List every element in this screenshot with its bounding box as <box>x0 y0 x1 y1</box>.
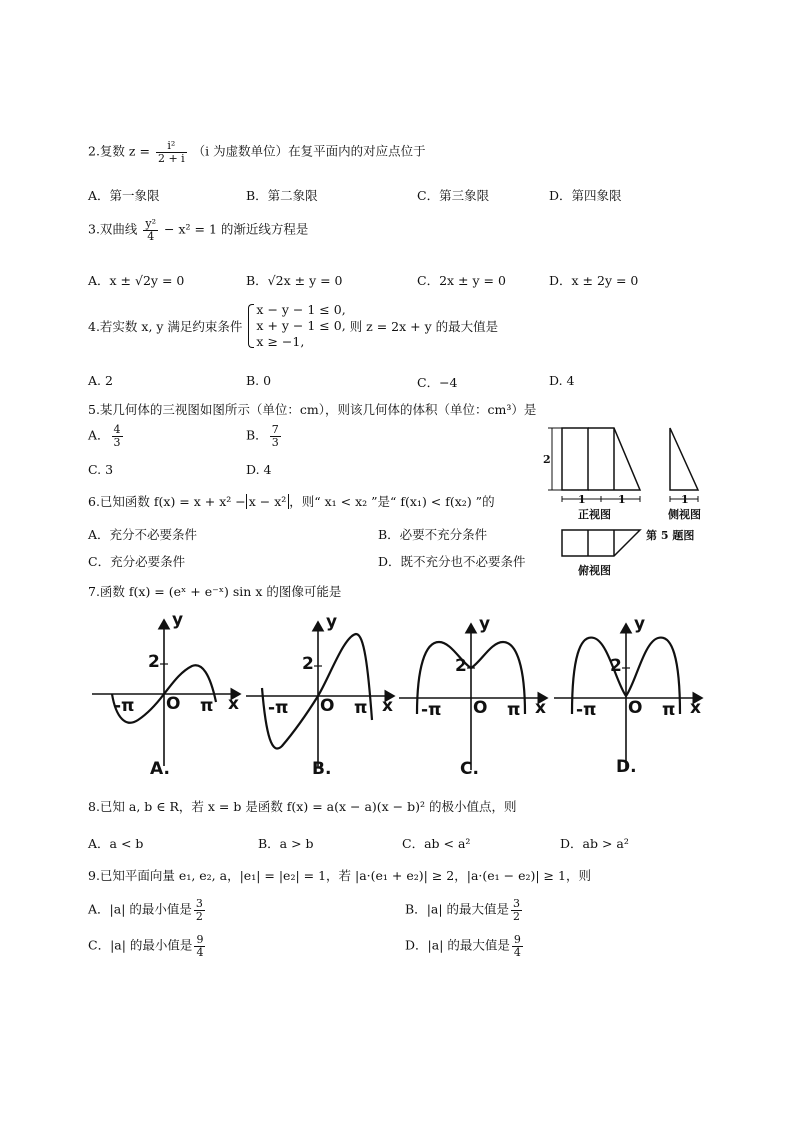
q9-option-b-text: |a| 的最大值是 <box>426 901 510 917</box>
graph-x-label: x <box>228 694 239 714</box>
q9-text-1: 9.已知平面向量 <box>88 868 175 883</box>
q4-constraint-2: x + y − 1 ≤ 0, <box>256 318 346 333</box>
q8-option-c[interactable]: C．ab < a² <box>402 836 471 851</box>
front-view-rect <box>562 428 588 490</box>
q4-option-b[interactable]: B. 0 <box>246 373 272 388</box>
q4-stem <box>88 302 498 350</box>
q9-option-d-num: 9 <box>513 933 521 946</box>
q6-stem <box>88 492 495 510</box>
q9-option-c-label: C． <box>88 937 111 953</box>
graph-d <box>554 624 702 770</box>
q2-option-d[interactable]: D．第四象限 <box>549 188 622 203</box>
q4-option-c[interactable]: C．−4 <box>417 375 458 390</box>
graph-y-tick-label: 2 <box>302 654 314 674</box>
q9-option-d-label: D． <box>405 937 428 953</box>
front-view-caption: 正视图 <box>578 508 611 521</box>
q6-option-c[interactable]: C．充分必要条件 <box>88 554 186 569</box>
q9-option-c-text: |a| 的最小值是 <box>110 937 193 953</box>
width-label-1: 1 <box>578 493 586 506</box>
q9-option-a[interactable] <box>88 898 207 922</box>
graph-y-label: y <box>172 610 184 630</box>
graph-y-label: y <box>634 614 646 634</box>
height-label: 2 <box>543 453 551 466</box>
graph-neg-pi-label: -π <box>268 698 289 718</box>
graph-pos-pi-label: π <box>354 698 368 718</box>
graph-y-tick-label: 2 <box>455 656 467 676</box>
graph-pos-pi-label: π <box>507 700 521 720</box>
graph-origin-label: O <box>166 694 181 714</box>
graph-x-label: x <box>690 698 701 718</box>
q3-num: y² <box>145 217 157 230</box>
q6-option-b[interactable]: B．必要不充分条件 <box>378 527 488 542</box>
q5-option-a[interactable] <box>88 424 125 448</box>
q4-option-a[interactable]: A. 2 <box>88 373 113 388</box>
q5-option-c[interactable]: C. 3 <box>88 462 114 477</box>
q6-option-a[interactable]: A．充分不必要条件 <box>88 527 198 542</box>
q9-option-b-num: 3 <box>513 897 521 910</box>
graph-b <box>246 622 394 768</box>
q9-vectors: e₁, e₂, a <box>178 868 228 883</box>
q8-option-b[interactable]: B．a > b <box>258 836 314 851</box>
q2-option-c[interactable]: C．第三象限 <box>417 188 490 203</box>
q9-stem <box>88 866 591 884</box>
q2-option-a[interactable]: A．第一象限 <box>88 188 160 203</box>
q2-option-b[interactable]: B．第二象限 <box>246 188 318 203</box>
q9-option-c-num: 9 <box>196 933 204 946</box>
q3-option-d[interactable]: D．x ± 2y = 0 <box>549 273 639 288</box>
q4-prefix: 4.若实数 x, y 满足约束条件 <box>88 319 243 334</box>
q6-abs-expression: x − x² <box>246 494 290 509</box>
q2-suffix: （i 为虚数单位）在复平面内的对应点位于 <box>192 143 426 159</box>
q5-option-b-den: 3 <box>271 435 279 449</box>
q4-constraint-system <box>246 302 345 350</box>
q4-constraint-1: x − y − 1 ≤ 0, <box>256 302 346 317</box>
q6-text-2: ，则“ x₁ < x₂ ”是“ f(x₁) < f(x₂) ”的 <box>289 494 495 509</box>
graph-neg-pi-label: -π <box>576 700 597 720</box>
q4-constraint-3: x ≥ −1, <box>256 334 305 349</box>
graph-caption: B. <box>312 759 332 779</box>
q9-option-c-fraction <box>194 934 205 958</box>
q3-option-b[interactable]: B．√2x ± y = 0 <box>246 273 343 288</box>
q5-option-a-num: 4 <box>113 423 121 436</box>
graph-y-tick-label: 2 <box>148 652 160 672</box>
graph-x-label: x <box>382 696 393 716</box>
graph-y-tick-label: 2 <box>610 656 622 676</box>
q3-den: 4 <box>147 229 155 243</box>
q9-option-d-fraction <box>512 934 523 958</box>
q6-text-1: 6.已知函数 f(x) = x + x² − <box>88 494 246 509</box>
q3-fraction <box>143 218 158 242</box>
q5-option-a-label: A． <box>88 427 110 443</box>
q5-option-b[interactable] <box>246 424 283 448</box>
q5-option-b-label: B． <box>246 427 268 443</box>
q3-stem <box>88 218 308 242</box>
graph-c <box>399 624 547 770</box>
q9-option-b-fraction <box>511 898 522 922</box>
function-curve <box>262 634 372 749</box>
q5-option-a-den: 3 <box>113 435 121 449</box>
q4-suffix: 则 z = 2x + y 的最大值是 <box>349 319 499 334</box>
three-view-figure <box>540 420 720 580</box>
q6-option-d[interactable]: D．既不充分也不必要条件 <box>378 554 526 569</box>
width-label-2: 1 <box>618 493 626 506</box>
q3-suffix: − x² = 1 的渐近线方程是 <box>164 221 309 237</box>
graph-y-label: y <box>326 612 338 632</box>
q7-stem: 7.函数 f(x) = (eˣ + e⁻ˣ) sin x 的图像可能是 <box>88 584 342 599</box>
graph-origin-label: O <box>473 698 488 718</box>
graph-pos-pi-label: π <box>662 700 676 720</box>
q9-option-b-den: 2 <box>513 909 521 923</box>
q8-option-d[interactable]: D．ab > a² <box>560 836 629 851</box>
q9-option-a-label: A． <box>88 901 110 917</box>
q2-prefix: 2.复数 <box>88 143 125 159</box>
graph-caption: D. <box>616 757 637 777</box>
figure-caption: 第 5 题图 <box>646 529 695 542</box>
side-width-label: 1 <box>681 493 689 506</box>
graph-caption: A. <box>150 759 170 779</box>
top-view-caption: 俯视图 <box>578 564 611 577</box>
graph-neg-pi-label: -π <box>114 696 135 716</box>
q5-option-d[interactable]: D. 4 <box>246 462 272 477</box>
q9-option-d-den: 4 <box>513 945 521 959</box>
graph-origin-label: O <box>320 696 335 716</box>
q9-option-a-text: |a| 的最小值是 <box>109 901 192 917</box>
q2-stem <box>88 140 426 164</box>
q9-option-d-text: |a| 的最大值是 <box>427 937 510 953</box>
q5-option-b-fraction <box>270 424 281 448</box>
side-view-triangle <box>670 428 698 490</box>
graph-pos-pi-label: π <box>200 696 214 716</box>
q9-option-d[interactable] <box>405 934 525 958</box>
q9-option-c-den: 4 <box>196 945 204 959</box>
q9-text-2: ，|e₁| = |e₂| = 1，若 |a·(e₁ + e₂)| ≥ 2，|a·(e₁ − e₂)| ≥ 1，则 <box>227 868 591 883</box>
graph-x-label: x <box>535 698 546 718</box>
top-view-shape <box>562 530 640 556</box>
q2-lhs: z = <box>128 143 150 159</box>
graph-origin-label: O <box>628 698 643 718</box>
graph-neg-pi-label: -π <box>421 700 442 720</box>
q9-option-a-fraction <box>194 898 205 922</box>
graph-caption: C. <box>460 759 479 779</box>
q2-den: 2 + i <box>157 151 185 165</box>
q3-prefix: 3.双曲线 <box>88 221 138 237</box>
q5-option-a-fraction <box>112 424 123 448</box>
q9-option-a-den: 2 <box>195 909 203 923</box>
q8-option-a[interactable]: A．a < b <box>88 836 144 851</box>
q9-option-a-num: 3 <box>195 897 203 910</box>
side-view-caption: 侧视图 <box>668 508 701 521</box>
graph-a <box>92 620 240 766</box>
q4-option-d[interactable]: D. 4 <box>549 373 575 388</box>
q9-option-b[interactable] <box>405 898 524 922</box>
q5-stem: 5.某几何体的三视图如图所示（单位：cm），则该几何体的体积（单位：cm³）是 <box>88 402 537 417</box>
graph-y-label: y <box>479 614 491 634</box>
q2-num: i² <box>156 140 187 153</box>
q3-option-c[interactable]: C．2x ± y = 0 <box>417 273 506 288</box>
q2-fraction <box>156 140 187 164</box>
q9-option-c[interactable] <box>88 934 207 958</box>
q8-stem: 8.已知 a, b ∈ R，若 x = b 是函数 f(x) = a(x − a)(x − b)² 的极小值点，则 <box>88 799 517 814</box>
q9-option-b-label: B． <box>405 901 427 917</box>
q3-option-a[interactable]: A．x ± √2y = 0 <box>88 273 185 288</box>
q5-option-b-num: 7 <box>271 423 279 436</box>
